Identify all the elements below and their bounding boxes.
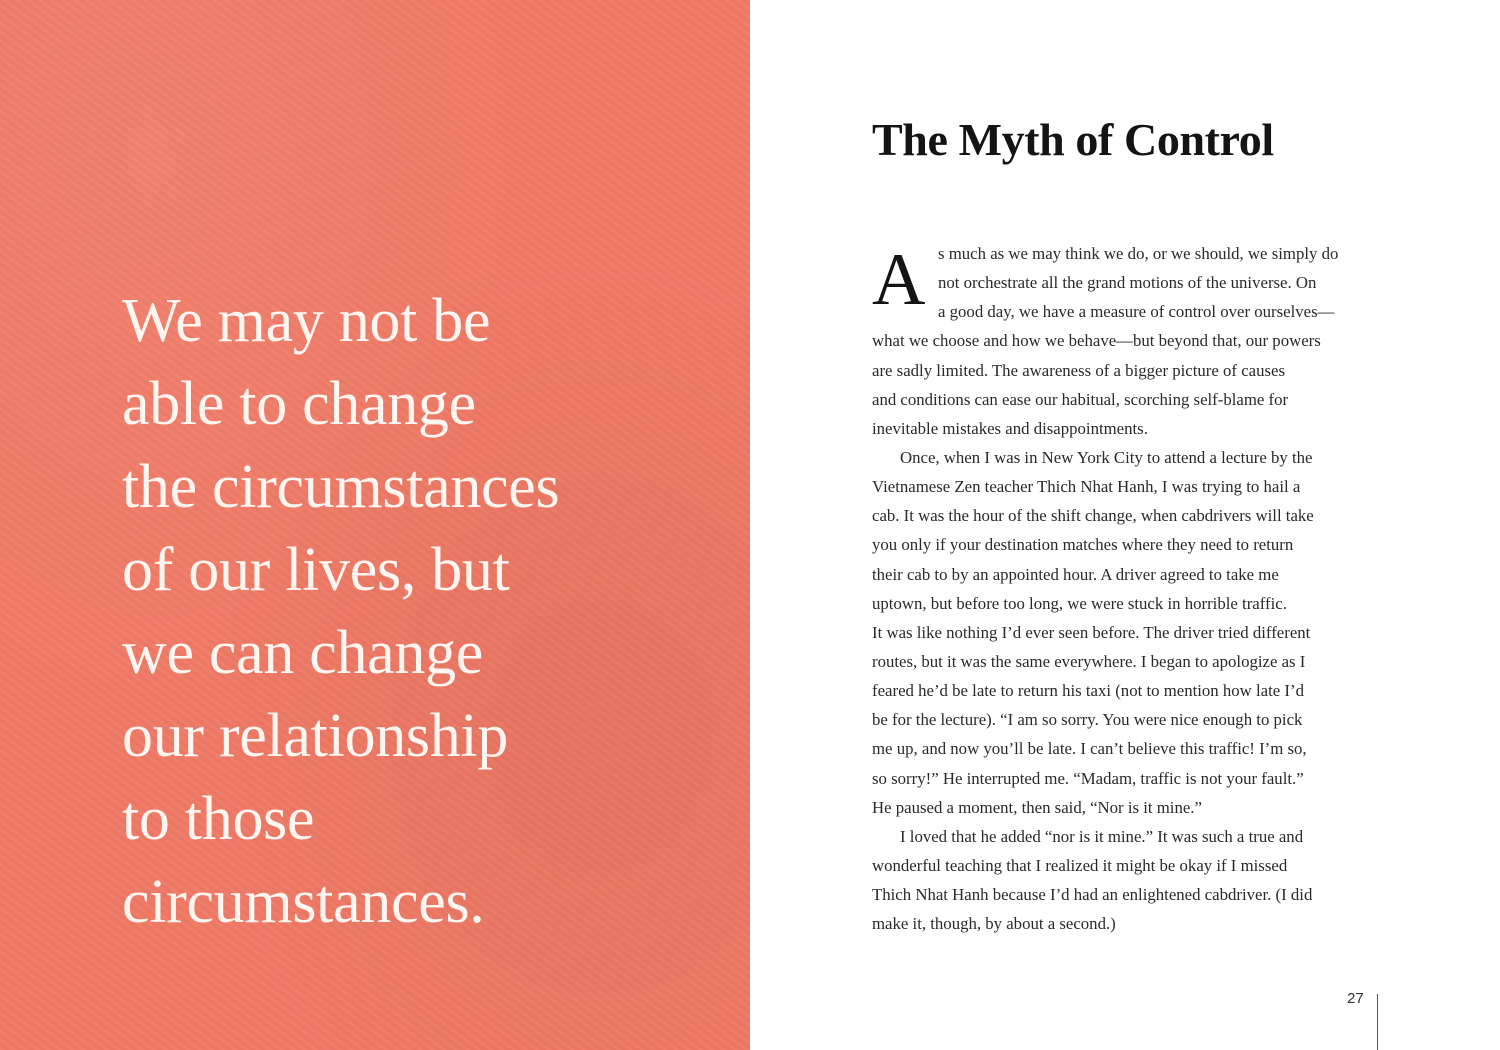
paragraph-1-line: what we choose and how we behave—but beyond that, our powers [872,331,1321,351]
paragraph-1-line: a good day, we have a measure of control over ourselves— [938,302,1335,322]
paragraph-2-line: Vietnamese Zen teacher Thich Nhat Hanh, I was trying to hail a [872,477,1301,497]
paragraph-2-line: be for the lecture). “I am so sorry. You were nice enough to pick [872,710,1303,730]
paragraph-2-line: me up, and now you’ll be late. I can’t believe this traffic! I’m so, [872,739,1307,759]
paragraph-2-line: you only if your destination matches where they need to return [872,535,1294,555]
paragraph-1-line: are sadly limited. The awareness of a bigger picture of causes [872,360,1286,380]
paragraph-2-line: so sorry!” He interrupted me. “Madam, traffic is not your fault.” [872,768,1304,788]
paragraph-1-line: s much as we may think we do, or we should, we simply do [938,244,1339,263]
page-divider [1377,994,1378,1050]
text-page [750,0,1500,1050]
paragraph-1-line: not orchestrate all the grand motions of the universe. On [938,273,1317,293]
paragraph-3-line: make it, though, by about a second.) [872,914,1116,934]
body-text [872,239,1392,938]
quote-line: We may not be [122,287,491,355]
chapter-title: The Myth of Control [872,114,1274,165]
paragraph-2-line: routes, but it was the same everywhere. I began to apologize as I [872,651,1306,671]
quote-line: the circumstances [122,453,560,521]
paragraph-2-line: Once, when I was in New York City to attend a lecture by the [900,447,1313,467]
quote-line: to those [122,785,315,853]
quote-line: able to change [122,370,476,438]
paragraph-1-line: inevitable mistakes and disappointments. [872,418,1148,438]
paragraph-3-line: wonderful teaching that I realized it might be okay if I missed [872,855,1288,875]
paragraph-2-line: He paused a moment, then said, “Nor is it mine.” [872,797,1202,817]
quote-line: circumstances. [122,868,485,936]
paragraph-2-line: their cab to by an appointed hour. A driver agreed to take me [872,564,1279,584]
pull-quote [122,280,722,944]
drop-cap: A [872,239,926,321]
paragraph-2-line: feared he’d be late to return his taxi (not to mention how late I’d [872,681,1304,701]
paragraph-2-line: It was like nothing I’d ever seen before. The driver tried different [872,622,1311,642]
quote-line: our relationship [122,702,509,770]
page-number: 27 [1347,990,1364,1007]
paragraph-3-line: I loved that he added “nor is it mine.” It was such a true and [900,826,1304,846]
paragraph-2-line: cab. It was the hour of the shift change, when cabdrivers will take [872,506,1314,526]
quote-line: we can change [122,619,483,687]
paragraph-1-line: and conditions can ease our habitual, scorching self-blame for [872,389,1289,409]
quote-line: of our lives, but [122,536,510,604]
paragraph-3-line: Thich Nhat Hanh because I’d had an enlightened cabdriver. (I did [872,885,1313,905]
paragraph-2-line: uptown, but before too long, we were stuck in horrible traffic. [872,593,1287,613]
